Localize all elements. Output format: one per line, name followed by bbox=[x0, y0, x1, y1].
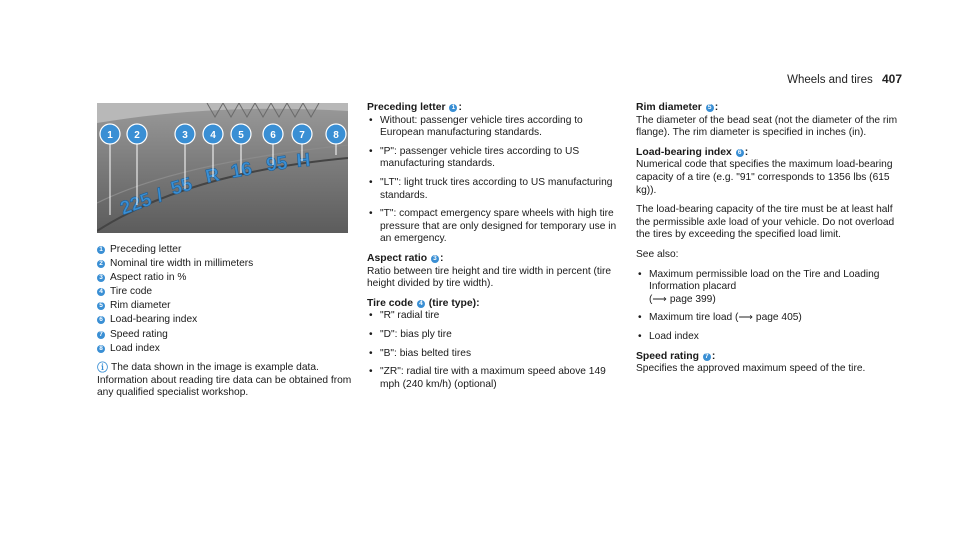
marker-8-label: 8 bbox=[333, 130, 339, 141]
right-column bbox=[636, 102, 898, 383]
workshop-note: Information about reading tire data can be obtained from any qualified specialist workshop. bbox=[97, 374, 352, 399]
preceding-letter-section bbox=[367, 102, 623, 246]
marker-7-label: 7 bbox=[299, 130, 305, 141]
aspect-ratio-section bbox=[367, 253, 623, 291]
legend-item bbox=[97, 329, 359, 342]
page-ref[interactable]: page 405) bbox=[755, 312, 802, 324]
see-also-list bbox=[636, 269, 898, 344]
tire-sidewall-illustration bbox=[97, 103, 348, 233]
load-index-text: Numerical code that specifies the maximum load-bearing capacity of a tire (e.g. "91" corresponds to 1356 lbs (615 kg)). bbox=[636, 159, 893, 196]
tire-svg bbox=[97, 103, 348, 233]
arrow-right-icon: ⟶ bbox=[652, 293, 668, 305]
see-also-item[interactable]: • Maximum permissible load on the Tire and Loading Information placard (⟶ page 399) bbox=[636, 269, 898, 307]
legend-item bbox=[97, 343, 359, 356]
legend-badge: 5 bbox=[97, 302, 105, 310]
sidewall-code: R bbox=[203, 164, 222, 188]
rim-diameter-heading: Rim diameter 5 : bbox=[636, 102, 719, 113]
legend-label: Tire code bbox=[110, 286, 153, 298]
legend-badge: 7 bbox=[97, 331, 105, 339]
legend-item bbox=[97, 272, 359, 285]
list-item: • "D": bias ply tire bbox=[367, 329, 623, 342]
page-ref[interactable]: page 399) bbox=[669, 293, 716, 305]
tire-code-list bbox=[367, 310, 623, 391]
middle-column bbox=[367, 102, 623, 398]
heading-badge: 1 bbox=[449, 104, 457, 112]
page-number: 407 bbox=[881, 72, 902, 86]
sidewall-aspect: 55 bbox=[168, 173, 195, 200]
heading-text: Speed rating bbox=[636, 350, 699, 362]
legend-badge: 2 bbox=[97, 260, 105, 268]
speed-rating-section bbox=[636, 351, 898, 376]
load-index-section bbox=[636, 147, 898, 344]
info-icon: ⓘ bbox=[97, 362, 108, 375]
marker-2-label: 2 bbox=[134, 130, 140, 141]
section-title: Wheels and tires bbox=[787, 74, 873, 86]
sidewall-slash: / bbox=[154, 185, 166, 207]
legend-label: Load-bearing index bbox=[110, 314, 198, 326]
heading-text: Tire code bbox=[367, 297, 414, 309]
marker-3-label: 3 bbox=[182, 130, 188, 141]
legend-label: Aspect ratio in % bbox=[110, 272, 187, 284]
sidewall-width: 225 bbox=[117, 189, 155, 220]
speed-rating-heading: Speed rating 7 : bbox=[636, 350, 716, 362]
aspect-ratio-heading: Aspect ratio 3 : bbox=[367, 252, 444, 264]
heading-badge: 5 bbox=[706, 104, 714, 112]
legend-badge: 3 bbox=[97, 274, 105, 282]
heading-text: Preceding letter bbox=[367, 102, 446, 113]
heading-badge: 4 bbox=[417, 300, 425, 308]
heading-text: Rim diameter bbox=[636, 102, 702, 113]
sidewall-speed: H bbox=[295, 149, 312, 172]
list-item: • "LT": light truck tires according to US manufacturing standards. bbox=[367, 177, 623, 202]
legend-label: Nominal tire width in millimeters bbox=[110, 258, 254, 270]
see-also-label: See also: bbox=[636, 248, 679, 260]
link-text: Maximum tire load ( bbox=[649, 312, 739, 324]
legend-item bbox=[97, 244, 359, 257]
load-capacity-text: The load-bearing capacity of the tire must be at least half the permissible axle load of your vehicle. Do not overload the tires by exceeding the specified load limit. bbox=[636, 204, 895, 241]
legend-label: Speed rating bbox=[110, 328, 168, 340]
link-text: Maximum permissible load on the Tire and Loading Information placard bbox=[649, 268, 880, 293]
legend-item bbox=[97, 286, 359, 299]
see-also-item[interactable] bbox=[636, 312, 898, 325]
legend-label: Rim diameter bbox=[110, 300, 171, 312]
sidewall-rim: 16 bbox=[229, 158, 254, 183]
legend-item bbox=[97, 314, 359, 327]
legend-column bbox=[97, 244, 359, 400]
list-item: • "R" radial tire bbox=[367, 310, 623, 323]
rim-diameter-section bbox=[636, 102, 898, 140]
heading-suffix: (tire type): bbox=[428, 297, 480, 309]
list-item: • Without: passenger vehicle tires according to European manufacturing standards. bbox=[367, 115, 623, 140]
rim-diameter-text: The diameter of the bead seat (not the diameter of the rim flange). The rim diameter is specified in inches (in). bbox=[636, 114, 898, 139]
see-also-item bbox=[636, 331, 898, 344]
legend-label: Preceding letter bbox=[110, 244, 182, 255]
info-note bbox=[97, 362, 359, 375]
sidewall-load: 95 bbox=[265, 152, 289, 176]
link-text: Load index bbox=[649, 330, 699, 342]
legend-badge: 6 bbox=[97, 316, 105, 324]
heading-text: Load-bearing index bbox=[636, 146, 732, 158]
heading-badge: 7 bbox=[703, 353, 711, 361]
legend-label: Load index bbox=[110, 342, 160, 354]
legend-list bbox=[97, 244, 359, 355]
list-item: • "B": bias belted tires bbox=[367, 348, 623, 361]
tire-code-section bbox=[367, 298, 623, 392]
tire-code-heading bbox=[367, 298, 623, 311]
marker-4-label: 4 bbox=[210, 130, 216, 141]
heading-badge: 3 bbox=[431, 255, 439, 263]
aspect-ratio-text: Ratio between tire height and tire width in percent (tire height divided by tire width). bbox=[367, 265, 612, 290]
legend-item bbox=[97, 300, 359, 313]
preceding-letter-list bbox=[367, 115, 623, 246]
load-index-heading: Load-bearing index 6 : bbox=[636, 146, 749, 158]
list-item: • "ZR": radial tire with a maximum speed above 149 mph (240 km/h) (optional) bbox=[367, 366, 623, 391]
list-item: • "T": compact emergency spare wheels with high tire pressure that are only designed for temporary use in an emergency. bbox=[367, 208, 623, 246]
list-item: • "P": passenger vehicle tires according to US manufacturing standards. bbox=[367, 146, 623, 171]
heading-text: Aspect ratio bbox=[367, 252, 428, 264]
arrow-right-icon: ⟶ bbox=[738, 312, 754, 324]
preceding-letter-heading: Preceding letter 1 : bbox=[367, 102, 462, 113]
marker-5-label: 5 bbox=[238, 130, 244, 141]
marker-1-label: 1 bbox=[107, 130, 113, 141]
page-header bbox=[787, 72, 902, 86]
legend-item bbox=[97, 258, 359, 271]
legend-badge: 1 bbox=[97, 246, 105, 254]
info-note-text: The data shown in the image is example data. bbox=[111, 362, 319, 374]
marker-6-label: 6 bbox=[270, 130, 276, 141]
legend-badge: 8 bbox=[97, 345, 105, 353]
speed-rating-text: Specifies the approved maximum speed of the tire. bbox=[636, 363, 866, 375]
heading-badge: 6 bbox=[736, 149, 744, 157]
legend-badge: 4 bbox=[97, 288, 105, 296]
